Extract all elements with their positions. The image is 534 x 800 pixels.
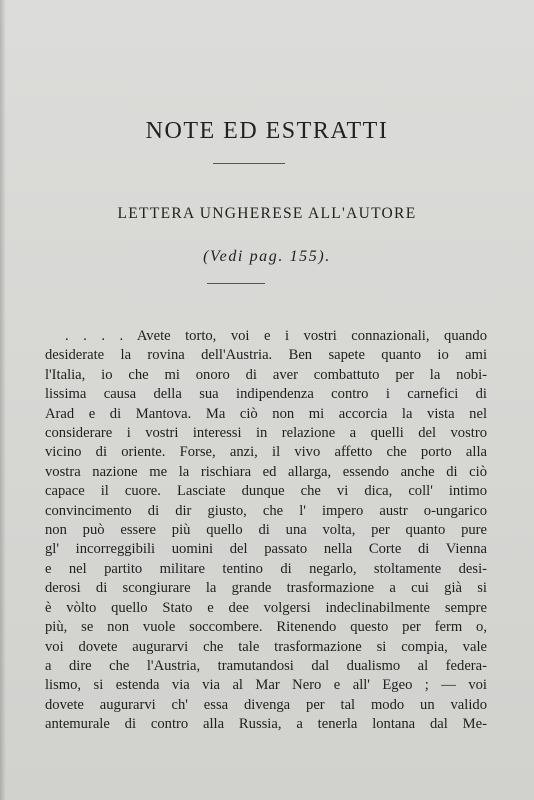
body-line: vostra nazione me la rischiara ed allarga, essendo anche di ciò — [45, 463, 487, 480]
body-line: e nel partito militare tentino di negarlo, stoltamente desi- — [45, 560, 487, 577]
page-title: NOTE ED ESTRATTI — [145, 118, 389, 144]
body-line: dovete augurarvi ch' essa divenga per tal modo un valido — [45, 696, 487, 713]
body-line: gl' incorreggibili uomini del passato nella Corte di Vienna — [45, 541, 487, 558]
body-line: considerare i vostri interessi in relazione a quelli del vostro — [45, 425, 487, 442]
body-line: capace il cuore. Lasciate dunque che vi dica, coll' intimo — [45, 483, 487, 500]
body-line: convincimento di dir giusto, che l' impero austr o-ungarico — [45, 502, 487, 519]
reference-divider-rule — [207, 283, 265, 284]
body-line: vicino di oriente. Forse, anzi, il vivo affetto che porto alla — [45, 444, 487, 461]
body-line: l'Italia, io che mi onoro di aver combattuto per la nobi- — [45, 366, 487, 383]
body-line: non può essere più quello di una volta, per quanto pure — [45, 522, 487, 539]
section-title: LETTERA UNGHERESE ALL'AUTORE — [117, 205, 417, 222]
body-line: lissima causa della sua indipendenza contro i carnefici di — [45, 386, 487, 403]
title-divider-rule — [213, 163, 285, 164]
letter-body — [45, 327, 487, 735]
body-line: desiderate la rovina dell'Austria. Ben sapete quanto io ami — [45, 347, 487, 364]
body-line: voi dovete augurarvi che tale trasformazione si compia, vale — [45, 638, 487, 655]
body-line: Arad e di Mantova. Ma ciò non mi accorcia la vista nel — [45, 405, 487, 422]
body-line: più, se non vuole soccombere. Ritenendo questo per ferm o, — [45, 619, 487, 636]
page-reference: (Vedi pag. 155). — [203, 248, 331, 265]
body-line: lismo, si estenda via via al Mar Nero e all' Egeo ; — voi — [45, 677, 487, 694]
body-line: è vòlto quello Stato e dee volgersi indeclinabilmente sempre — [45, 599, 487, 616]
body-line: derosi di scongiurare la grande trasformazione a cui già si — [45, 580, 487, 597]
body-line: antemurale di contro alla Russia, a tenerla lontana dal Me- — [45, 716, 487, 733]
body-line: a dire che l'Austria, tramutandosi dal dualismo al federa- — [45, 657, 487, 674]
body-line: . . . . Avete torto, voi e i vostri connazionali, quando — [65, 328, 487, 344]
